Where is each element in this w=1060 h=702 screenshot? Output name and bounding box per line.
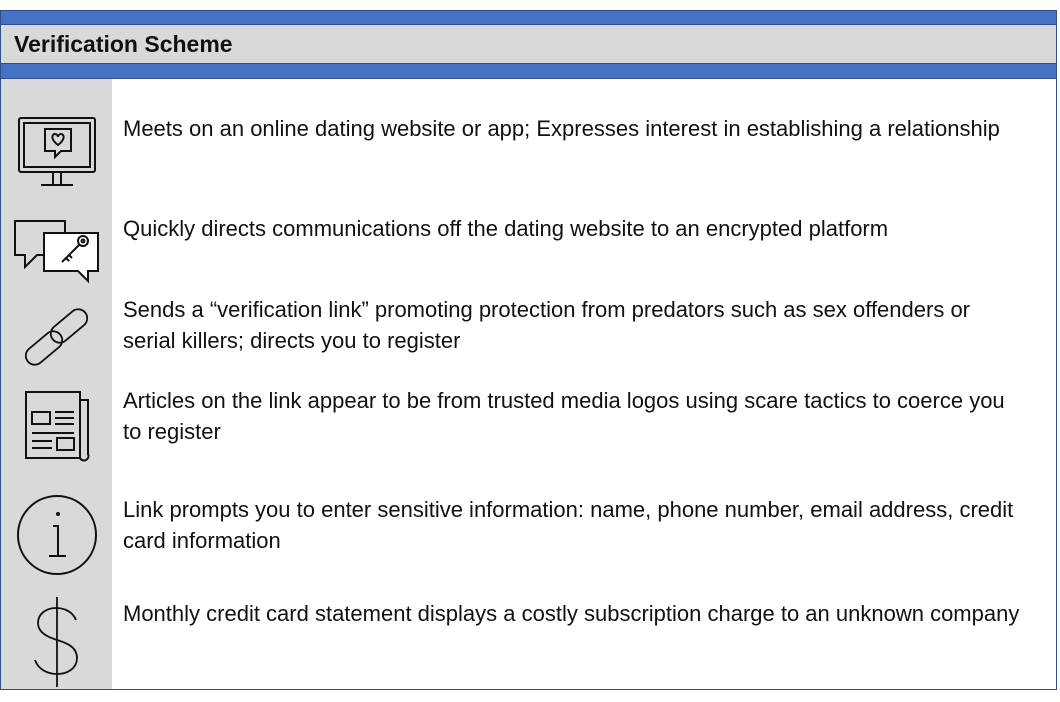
info-icon (1, 493, 112, 577)
step-item-5: Link prompts you to enter sensitive information: name, phone number, email address, credit card information (123, 497, 1014, 553)
step-item-4: Articles on the link appear to be from trusted media logos using scare tactics to coerce you to register (123, 388, 1005, 444)
computer-heart-icon (1, 115, 112, 189)
top-accent-bar (1, 11, 1056, 24)
dollar-icon (1, 594, 112, 690)
verification-scheme-card (0, 10, 1057, 690)
title-band (1, 24, 1056, 64)
chat-key-icon (1, 218, 112, 284)
page-title: Verification Scheme (14, 31, 233, 57)
newspaper-icon (1, 388, 112, 462)
step-item-6: Monthly credit card statement displays a costly subscription charge to an unknown company (123, 601, 1020, 626)
icon-column (1, 79, 112, 689)
link-icon (1, 305, 112, 369)
header-accent-bar (1, 64, 1056, 79)
step-item-1: Meets on an online dating website or app; Expresses interest in establishing a relationship (123, 116, 1000, 141)
step-item-2: Quickly directs communications off the dating website to an encrypted platform (123, 216, 889, 241)
step-item-3: Sends a “verification link” promoting protection from predators such as sex offenders or serial killers; directs you to register (123, 297, 970, 353)
